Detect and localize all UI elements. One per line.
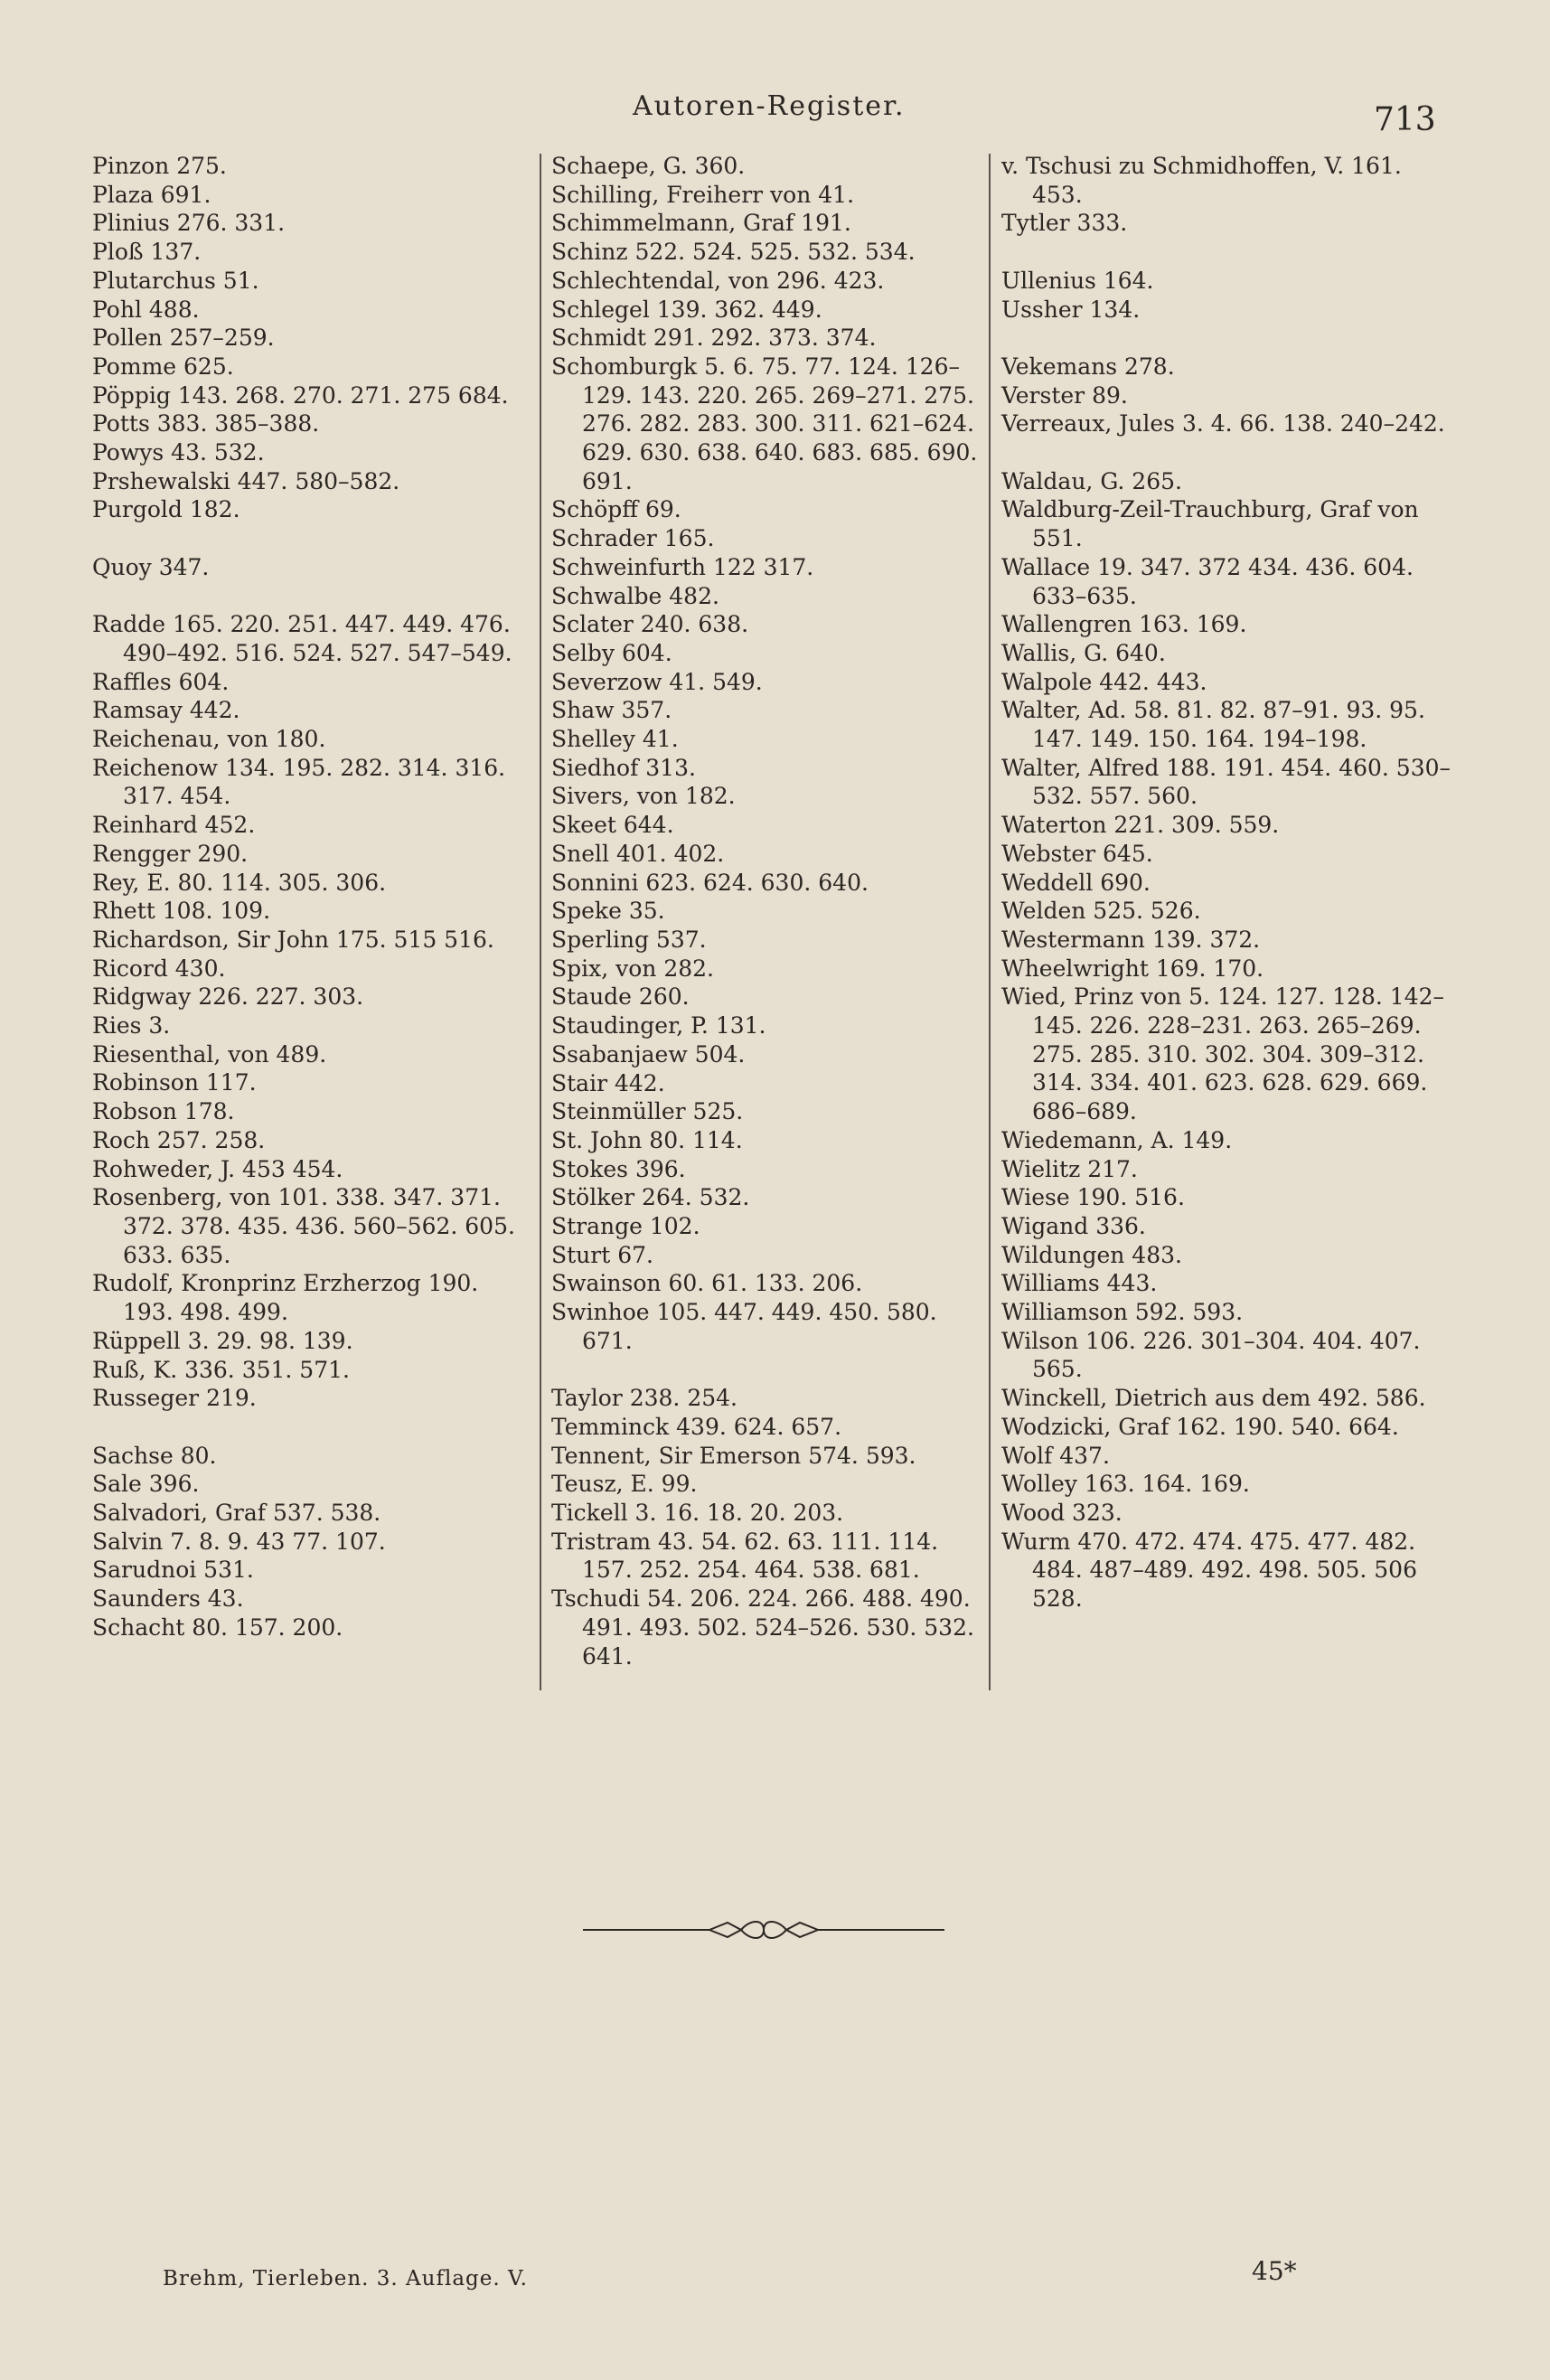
index-entry: Webster 645.: [1001, 840, 1153, 867]
index-entry: Rey, E. 80. 114. 305. 306.: [92, 869, 387, 896]
index-entry: Selby 604.: [551, 639, 672, 666]
index-entry: Sale 396.: [92, 1471, 200, 1498]
index-entry: Ricord 430.: [92, 955, 226, 982]
index-entry: Snell 401. 402.: [551, 840, 725, 867]
index-entry: Walter, Ad. 58. 81. 82. 87–91. 93. 95. 147. 149. 150. 164. 194–198.: [1001, 697, 1425, 753]
index-entry: Salvin 7. 8. 9. 43 77. 107.: [92, 1528, 386, 1555]
index-entry: Riesenthal, von 489.: [92, 1040, 327, 1068]
index-entry: Schomburgk 5. 6. 75. 77. 124. 126–129. 143. 220. 265. 269–271. 275. 276. 282. 283. 300. 311. 621–624. 629. 630. 638. 640. 683. 685. 690. 691.: [551, 353, 978, 494]
section-gap: [92, 1413, 535, 1442]
index-entry: Verster 89.: [1001, 381, 1128, 409]
index-entry: Sachse 80.: [92, 1442, 217, 1469]
index-entry: Raffles 604.: [92, 668, 230, 695]
index-entry: Taylor 238. 254.: [551, 1385, 737, 1412]
index-entry: Staudinger, P. 131.: [551, 1012, 766, 1039]
index-entry: Steinmüller 525.: [551, 1098, 744, 1125]
index-entry: Robinson 117.: [92, 1069, 257, 1096]
index-entry: Ries 3.: [92, 1012, 171, 1039]
section-gap: [92, 582, 535, 611]
index-entry: Skeet 644.: [551, 812, 674, 839]
running-title: Autoren-Register.: [633, 90, 906, 122]
index-entry: Rohweder, J. 453 454.: [92, 1155, 343, 1182]
index-entry: v. Tschusi zu Schmidhoffen, V. 161. 453.: [1001, 153, 1402, 208]
index-entry: Sperling 537.: [551, 926, 707, 953]
index-entry: Waldburg-Zeil-Trauchburg, Graf von 551.: [1001, 496, 1419, 552]
index-entry: Russeger 219.: [92, 1385, 257, 1412]
index-entry: Schimmelmann, Graf 191.: [551, 210, 851, 237]
index-entry: Wheelwright 169. 170.: [1001, 955, 1264, 982]
index-entry: Williams 443.: [1001, 1270, 1158, 1297]
index-entry: Pinzon 275.: [92, 153, 227, 179]
index-entry: Tschudi 54. 206. 224. 266. 488. 490. 491. 493. 502. 524–526. 530. 532. 641.: [551, 1585, 974, 1670]
index-entry: Strange 102.: [551, 1213, 700, 1240]
index-entry: Rüppell 3. 29. 98. 139.: [92, 1327, 353, 1354]
index-entry: Plinius 276. 331.: [92, 210, 286, 237]
index-entry: Pomme 625.: [92, 353, 234, 380]
index-entry: Wood 323.: [1001, 1500, 1123, 1526]
index-entry: Quoy 347.: [92, 553, 210, 580]
index-entry: Radde 165. 220. 251. 447. 449. 476. 490–492. 516. 524. 527. 547–549.: [92, 611, 512, 666]
index-entry: Tennent, Sir Emerson 574. 593.: [551, 1442, 916, 1469]
index-entry: Ridgway 226. 227. 303.: [92, 983, 364, 1011]
index-entry: Waterton 221. 309. 559.: [1001, 812, 1280, 839]
index-entry: Powys 43. 532.: [92, 439, 265, 466]
index-entry: Rhett 108. 109.: [92, 898, 271, 925]
index-entry: Schmidt 291. 292. 373. 374.: [551, 325, 877, 352]
index-entry: Walpole 442. 443.: [1001, 668, 1207, 695]
index-entry: Shelley 41.: [551, 726, 679, 753]
section-gap: [1001, 438, 1453, 467]
index-entry: Salvadori, Graf 537. 538.: [92, 1500, 381, 1526]
index-entry: Wildungen 483.: [1001, 1241, 1182, 1268]
index-entry: Wied, Prinz von 5. 124. 127. 128. 142–145. 226. 228–231. 263. 265–269. 275. 285. 310. 302. 304. 309–312. 314. 334. 401. 623. 628. 629. 669. 686–689.: [1001, 983, 1445, 1125]
section-gap: [1001, 324, 1453, 353]
index-entry: Swainson 60. 61. 133. 206.: [551, 1270, 863, 1297]
index-entry: Wilson 106. 226. 301–304. 404. 407. 565.: [1001, 1327, 1421, 1383]
index-entry: Plutarchus 51.: [92, 267, 259, 294]
index-entry: Wigand 336.: [1001, 1212, 1146, 1239]
index-entry: Wiese 190. 516.: [1001, 1184, 1185, 1211]
column-rule: [989, 154, 991, 1690]
index-entry: Potts 383. 385–388.: [92, 410, 320, 437]
index-entry: Pollen 257–259.: [92, 325, 275, 352]
index-entry: Schweinfurth 122 317.: [551, 553, 814, 580]
footer-imprint: Brehm, Tierleben. 3. Auflage. V.: [163, 2267, 528, 2291]
index-entry: Schacht 80. 157. 200.: [92, 1613, 343, 1641]
index-entry: Schaepe, G. 360.: [551, 153, 746, 179]
index-entry: Pohl 488.: [92, 296, 200, 323]
index-entry: Wolley 163. 164. 169.: [1001, 1471, 1250, 1498]
index-entry: Ussher 134.: [1001, 296, 1141, 323]
index-entry: Sclater 240. 638.: [551, 611, 749, 638]
index-entry: Stair 442.: [551, 1069, 665, 1096]
index-entry: Westermann 139. 372.: [1001, 926, 1261, 953]
section-gap: [551, 1356, 985, 1385]
index-column-2: [551, 152, 985, 1670]
index-entry: Sivers, von 182.: [551, 783, 736, 810]
page-header: [0, 90, 1550, 145]
index-entry: Wodzicki, Graf 162. 190. 540. 664.: [1001, 1413, 1399, 1440]
index-column-3: [1001, 152, 1453, 1613]
index-entry: Wallace 19. 347. 372 434. 436. 604. 633–635.: [1001, 553, 1414, 609]
index-entry: Tristram 43. 54. 62. 63. 111. 114. 157. 252. 254. 464. 538. 681.: [551, 1528, 939, 1584]
index-entry: Sarudnoi 531.: [92, 1557, 254, 1584]
index-entry: Saunders 43.: [92, 1585, 244, 1613]
index-entry: Temminck 439. 624. 657.: [551, 1413, 842, 1440]
index-entry: Wallengren 163. 169.: [1001, 611, 1247, 638]
signature-mark: 45*: [1252, 2256, 1297, 2286]
index-entry: Schinz 522. 524. 525. 532. 534.: [551, 239, 916, 266]
index-entry: Wielitz 217.: [1001, 1155, 1138, 1182]
index-entry: Spix, von 282.: [551, 955, 715, 982]
index-entry: Shaw 357.: [551, 697, 672, 724]
index-entry: Vekemans 278.: [1001, 353, 1175, 380]
index-entry: Teusz, E. 99.: [551, 1471, 698, 1498]
index-entry: Schilling, Freiherr von 41.: [551, 181, 855, 208]
index-entry: Wurm 470. 472. 474. 475. 477. 482. 484. 487–489. 492. 498. 505. 506 528.: [1001, 1528, 1417, 1613]
index-entry: Winckell, Dietrich aus dem 492. 586.: [1001, 1385, 1426, 1412]
index-entry: Schrader 165.: [551, 525, 715, 552]
index-entry: Welden 525. 526.: [1001, 898, 1201, 925]
index-entry: Severzow 41. 549.: [551, 668, 763, 695]
index-entry: Weddell 690.: [1001, 869, 1151, 896]
index-entry: Verreaux, Jules 3. 4. 66. 138. 240–242.: [1001, 410, 1445, 437]
index-entry: Pöppig 143. 268. 270. 271. 275 684.: [92, 381, 509, 409]
index-entry: Schlechtendal, von 296. 423.: [551, 267, 885, 294]
index-entry: Wallis, G. 640.: [1001, 639, 1166, 666]
index-entry: Rosenberg, von 101. 338. 347. 371. 372. 378. 435. 436. 560–562. 605. 633. 635.: [92, 1184, 515, 1268]
index-entry: Wiedemann, A. 149.: [1001, 1126, 1233, 1153]
index-entry: St. John 80. 114.: [551, 1126, 743, 1153]
index-entry: Speke 35.: [551, 898, 665, 925]
index-entry: Tickell 3. 16. 18. 20. 203.: [551, 1500, 844, 1527]
index-entry: Robson 178.: [92, 1098, 235, 1125]
index-entry: Swinhoe 105. 447. 449. 450. 580. 671.: [551, 1299, 937, 1354]
index-entry: Waldau, G. 265.: [1001, 467, 1182, 494]
index-entry: Stölker 264. 532.: [551, 1184, 750, 1211]
index-entry: Ramsay 442.: [92, 697, 240, 724]
section-gap: [92, 524, 535, 553]
index-entry: Rudolf, Kronprinz Erzherzog 190. 193. 498. 499.: [92, 1270, 479, 1326]
index-entry: Prshewalski 447. 580–582.: [92, 467, 400, 494]
index-entry: Roch 257. 258.: [92, 1126, 266, 1153]
index-entry: Williamson 592. 593.: [1001, 1299, 1244, 1326]
ornament-divider: [583, 1912, 944, 1948]
index-entry: Purgold 182.: [92, 496, 240, 523]
index-entry: Tytler 333.: [1001, 210, 1128, 237]
index-entry: Wolf 437.: [1001, 1442, 1110, 1469]
column-rule: [540, 154, 541, 1690]
index-entry: Sonnini 623. 624. 630. 640.: [551, 869, 869, 896]
index-entry: Plaza 691.: [92, 181, 211, 208]
index-entry: Sturt 67.: [551, 1241, 653, 1268]
index-entry: Schöpff 69.: [551, 496, 681, 523]
section-gap: [1001, 238, 1453, 267]
index-entry: Ruß, K. 336. 351. 571.: [92, 1356, 350, 1383]
index-column-1: [92, 152, 535, 1642]
index-entry: Reichenau, von 180.: [92, 726, 326, 753]
index-entry: Stokes 396.: [551, 1155, 686, 1182]
index-entry: Schwalbe 482.: [551, 582, 719, 609]
index-entry: Walter, Alfred 188. 191. 454. 460. 530–532. 557. 560.: [1001, 754, 1451, 810]
index-entry: Staude 260.: [551, 983, 690, 1011]
index-entry: Siedhof 313.: [551, 754, 696, 781]
index-entry: Richardson, Sir John 175. 515 516.: [92, 926, 494, 953]
page-number: 713: [1374, 101, 1436, 138]
index-entry: Ploß 137.: [92, 239, 202, 266]
index-entry: Reinhard 452.: [92, 812, 256, 839]
index-entry: Schlegel 139. 362. 449.: [551, 296, 822, 323]
index-entry: Ssabanjaew 504.: [551, 1040, 746, 1068]
index-entry: Rengger 290.: [92, 840, 249, 867]
index-entry: Reichenow 134. 195. 282. 314. 316. 317. 454.: [92, 754, 506, 810]
index-entry: Ullenius 164.: [1001, 267, 1154, 294]
